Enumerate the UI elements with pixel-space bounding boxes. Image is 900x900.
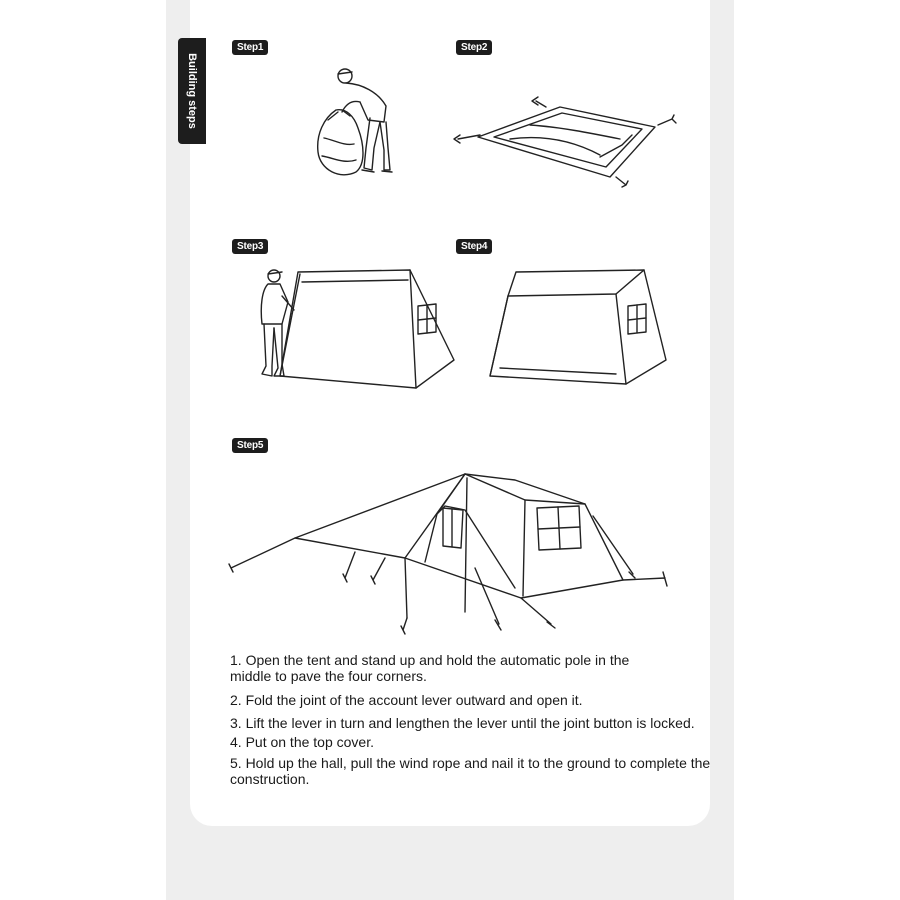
step-4-label: Step4 [456,239,492,254]
side-tab-label: Building steps [186,53,198,129]
step-3-label: Step3 [232,239,268,254]
instruction-4: 4. Put on the top cover. [230,734,374,750]
person-tent-illustration [258,266,463,396]
tent-awning-illustration [225,468,675,638]
step-1-label: Step1 [232,40,268,55]
instruction-5: 5. Hold up the hall, pull the wind rope and nail it to the ground to complete the construction. [230,755,711,787]
tent-illustration [486,266,676,396]
tent-base-illustration [450,95,680,190]
person-bag-illustration [300,60,410,190]
instruction-2: 2. Fold the joint of the account lever outward and open it. [230,692,583,708]
step-2-label: Step2 [456,40,492,55]
instruction-3: 3. Lift the lever in turn and lengthen the lever until the joint button is locked. [230,715,695,731]
instruction-1: 1. Open the tent and stand up and hold the automatic pole in the middle to pave the four corners. [230,652,630,684]
instructions-list [230,652,740,787]
step-5-label: Step5 [232,438,268,453]
side-tab [178,38,206,144]
